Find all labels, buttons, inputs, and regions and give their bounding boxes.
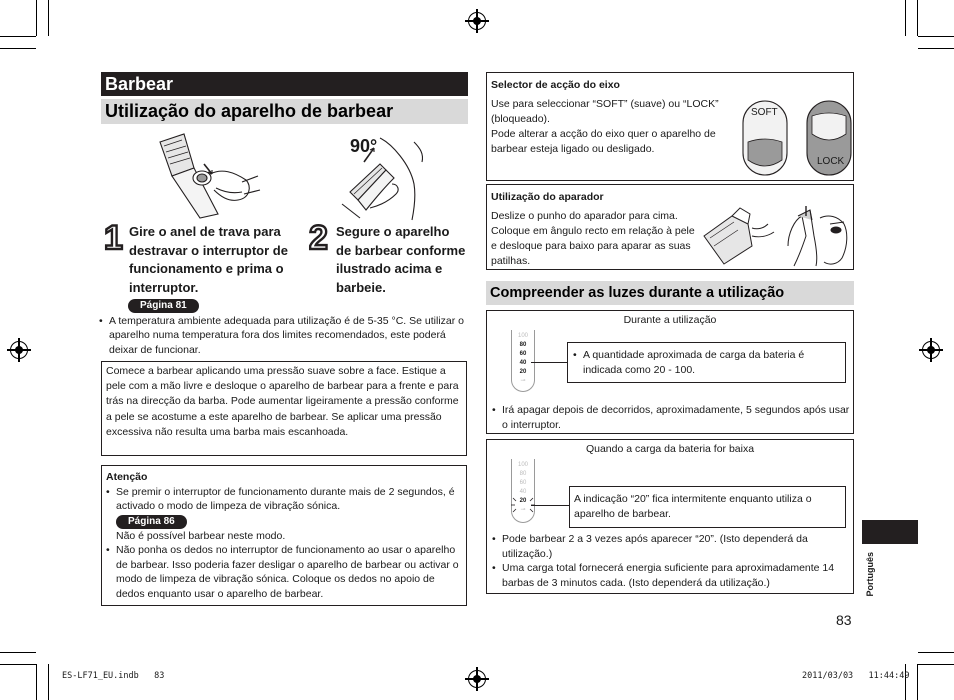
- crop-mark: [0, 652, 36, 653]
- tip-text: Comece a barbear aplicando uma pressão suave sobre a face. Estique a pele com a mão livre e desloque o aparelho de barbear para a frente e para trás na direcção da barba. Pode aumentar ligeiramente a pressão conforme a pele se acostume a este aparelho de barbear. Se aplicar uma pressão excessiva não resulta uma barba mais escanhoada.: [106, 365, 459, 438]
- footer-timestamp: 2011/03/03 11:44:49: [802, 671, 910, 681]
- registration-mark-icon: [922, 341, 940, 359]
- attention-item-1-text: Se premir o interruptor de funcionamento durante mais de 2 segundos, é activado o modo de limpeza de vibração sónica.: [116, 485, 455, 512]
- angle-label: 90°: [350, 136, 378, 156]
- gauge-level: 40: [519, 360, 527, 366]
- trimmer-text: Deslize o punho do aparador para cima. Coloque em ângulo recto em relação à pele e desloque para baixo para aparar as suas patilhas.: [491, 210, 695, 267]
- crop-mark: [918, 36, 954, 37]
- crop-mark: [36, 664, 37, 700]
- during-use-callout-item: [573, 348, 840, 378]
- page-reference-badge[interactable]: [128, 298, 199, 313]
- language-tab-label: Português: [864, 551, 875, 597]
- during-use-callout-text: A quantidade aproximada de carga da bateria é indicada como 20 - 100.: [583, 349, 805, 376]
- page-number: 83: [836, 612, 852, 628]
- page-reference-label: Página 81: [128, 299, 199, 313]
- during-use-callout: [567, 342, 846, 383]
- step-number: 1: [104, 219, 123, 257]
- low-battery-note: [492, 561, 850, 591]
- crop-mark: [918, 652, 954, 653]
- gauge-level: 60: [519, 480, 527, 486]
- crop-mark: [0, 664, 36, 665]
- plug-icon: ⊸: [520, 378, 526, 384]
- battery-gauge-full: [511, 330, 535, 392]
- low-battery-note-1-text: Pode barbear 2 a 3 vezes após aparecer “20”. (Isto dependerá da utilização.): [502, 533, 808, 560]
- crop-mark: [905, 0, 906, 36]
- lock-label: LOCK: [817, 156, 845, 167]
- axis-selector-box: [486, 72, 854, 181]
- lights-section-title: Compreender as luzes durante a utilização: [486, 281, 854, 305]
- crop-mark: [917, 0, 918, 36]
- callout-connector: [531, 362, 567, 363]
- axis-selector-title: Selector de acção do eixo: [491, 79, 620, 91]
- registration-mark-icon: [468, 670, 486, 688]
- callout-connector: [531, 505, 569, 506]
- crop-mark: [48, 664, 49, 700]
- step-number: 2: [309, 219, 328, 257]
- gauge-level: 80: [519, 342, 527, 348]
- soft-label: SOFT: [751, 107, 778, 118]
- shaver-ring-illustration: [150, 128, 260, 220]
- low-battery-callout-text: A indicação “20” fica intermitente enquanto utiliza o aparelho de barbear.: [574, 493, 812, 520]
- attention-item: [106, 485, 462, 544]
- low-battery-note-2-text: Uma carga total fornecerá energia suficiente para aproximadamente 14 barbas de 3 minutos cada. (Isto dependerá da utilização.): [502, 562, 835, 589]
- subsection-title: Utilização do aparelho de barbear: [101, 99, 468, 124]
- temperature-note-text: A temperatura ambiente adequada para utilização é de 5-35 °C. Se utilizar o aparelho numa temperatura fora dos limites recomendados, este poderá deixar de funcionar.: [109, 315, 465, 356]
- low-battery-caption: Quando a carga da bateria for baixa: [585, 443, 755, 455]
- page-reference-label[interactable]: Página 86: [116, 515, 187, 529]
- registration-mark-icon: [468, 12, 486, 30]
- low-battery-note: [492, 532, 850, 562]
- attention-item: [106, 543, 462, 601]
- registration-mark-icon: [10, 341, 28, 359]
- crop-mark: [918, 48, 954, 49]
- during-use-note: [492, 403, 850, 433]
- plug-icon: ⊸: [520, 507, 526, 513]
- gauge-level: 100: [517, 333, 528, 339]
- step-2-text: Segure o aparelho de barbear conforme ilustrado acima e barbeie.: [336, 224, 466, 295]
- tip-box: [101, 361, 467, 456]
- footer-file-name: ES-LF71_EU.indb 83: [62, 671, 165, 681]
- crop-mark: [48, 0, 49, 36]
- trimmer-illustration: [702, 206, 852, 268]
- attention-item-2-text: Não ponha os dedos no interruptor de funcionamento ao usar o aparelho de barbear. Isso poderia fazer desligar o aparelho de barbear ou activar o modo de limpeza de vibração sónica. Coloque os dedos no apoio de dedos enquanto usar o aparelho de barbear.: [116, 544, 459, 600]
- crop-mark: [0, 36, 36, 37]
- crop-mark: [0, 48, 36, 49]
- gauge-level: 60: [519, 351, 527, 357]
- language-tab: [862, 520, 918, 544]
- trimmer-title: Utilização do aparador: [491, 191, 604, 203]
- step-1-text: Gire o anel de trava para destravar o interruptor de funcionamento e prima o interruptor.: [129, 224, 288, 295]
- attention-item-1-after: Não é possível barbear neste modo.: [116, 529, 286, 542]
- gauge-level: 100: [517, 462, 528, 468]
- low-battery-callout: [569, 486, 846, 528]
- gauge-level: 20: [519, 498, 527, 504]
- crop-mark: [918, 664, 954, 665]
- section-title: Barbear: [101, 72, 468, 96]
- axis-selector-text: Use para seleccionar “SOFT” (suave) ou “LOCK” (bloqueado). Pode alterar a acção do eixo quer o aparelho de barbear esteja ligado ou desligado.: [491, 98, 719, 155]
- crop-mark: [917, 664, 918, 700]
- attention-title: Atenção: [106, 471, 148, 483]
- during-use-caption: Durante a utilização: [623, 314, 717, 326]
- crop-mark: [36, 0, 37, 36]
- gauge-level: 80: [519, 471, 527, 477]
- during-use-note-text: Irá apagar depois de decorridos, aproximadamente, 5 segundos após usar o interruptor.: [502, 404, 850, 431]
- gauge-level: 40: [519, 489, 527, 495]
- gauge-level: 20: [519, 369, 527, 375]
- attention-box: [101, 465, 467, 606]
- temperature-note: [99, 314, 465, 357]
